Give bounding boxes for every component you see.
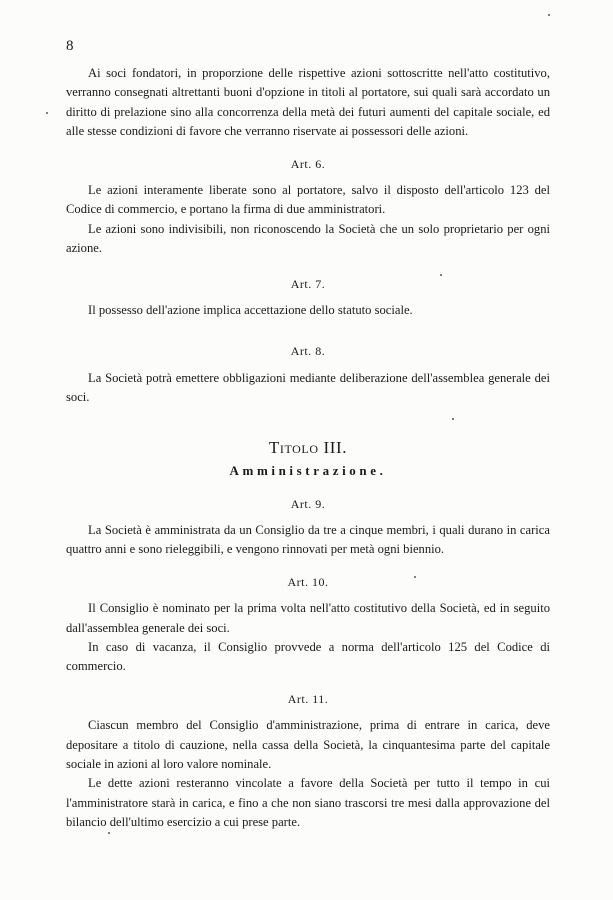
article-paragraph: Le dette azioni resteranno vincolate a favore della Società per tutto il tempo in cui l'amministratore starà in carica, e fino a che non siano trascorsi tre mesi dalla approvazione del bilancio dell'ultimo esercizio a cui prese parte. <box>66 776 550 830</box>
article-heading: Art. 6. <box>290 156 326 171</box>
document-body <box>66 64 550 833</box>
scan-speck <box>440 274 442 276</box>
scan-speck <box>46 112 48 114</box>
scan-speck <box>414 576 416 578</box>
article-paragraph: Il Consiglio è nominato per la prima volta nell'atto costitutivo della Società, ed in seguito dall'assemblea generale dei soci. <box>66 601 550 635</box>
article-heading: Art. 10. <box>287 574 329 589</box>
article-9 <box>66 495 550 560</box>
article-paragraph: Le azioni sono indivisibili, non riconoscendo la Società che un solo proprietario per ogni azione. <box>66 221 550 256</box>
scan-speck <box>452 418 454 420</box>
article-8 <box>66 342 550 407</box>
section-title: Titolo III. <box>268 437 348 457</box>
article-paragraph: Il possesso dell'azione implica accettazione dello statuto sociale. <box>88 303 413 318</box>
article-10 <box>66 573 550 677</box>
article-paragraph: Le azioni interamente liberate sono al portatore, salvo il disposto dell'articolo 123 del Codice di commercio, e portano la firma di due amministratori. <box>66 183 550 217</box>
article-heading: Art. 7. <box>290 276 326 291</box>
article-paragraph: In caso di vacanza, il Consiglio provvede a norma dell'articolo 125 del Codice di commercio. <box>66 639 550 674</box>
section-subtitle: Amministrazione. <box>229 463 387 479</box>
article-7 <box>66 275 550 321</box>
article-heading: Art. 11. <box>287 691 329 706</box>
article-6 <box>66 155 550 259</box>
article-11 <box>66 690 550 833</box>
article-paragraph: La Società potrà emettere obbligazioni mediante deliberazione dell'assemblea generale dei soci. <box>66 370 550 405</box>
article-heading: Art. 9. <box>290 496 326 511</box>
scan-speck <box>108 832 110 834</box>
article-heading: Art. 8. <box>290 344 326 359</box>
scan-speck <box>548 14 550 16</box>
article-paragraph: Ciascun membro del Consiglio d'amministrazione, prima di entrare in carica, deve depositare a titolo di cauzione, nella cassa della Società, la cinquantesima parte del capitale sociale in azioni al loro valore nominale. <box>66 718 550 771</box>
intro-paragraph: Ai soci fondatori, in proporzione delle rispettive azioni sottoscritte nell'atto costitutivo, verranno consegnati altrettanti buoni d'opzione in titoli al portatore, sui quali sarà accordato un diritto di prelazione sino alla concorrenza della metà dei futuri aumenti del capitale sociale, ed alle stesse condizioni di favore che verranno riservate ai possessori delle azioni. <box>66 66 550 139</box>
page-number: 8 <box>66 38 74 54</box>
article-paragraph: La Società è amministrata da un Consiglio da tre a cinque membri, i quali durano in carica quattro anni e sono rieleggibili, e vengono rinnovati per metà ogni biennio. <box>66 522 550 557</box>
